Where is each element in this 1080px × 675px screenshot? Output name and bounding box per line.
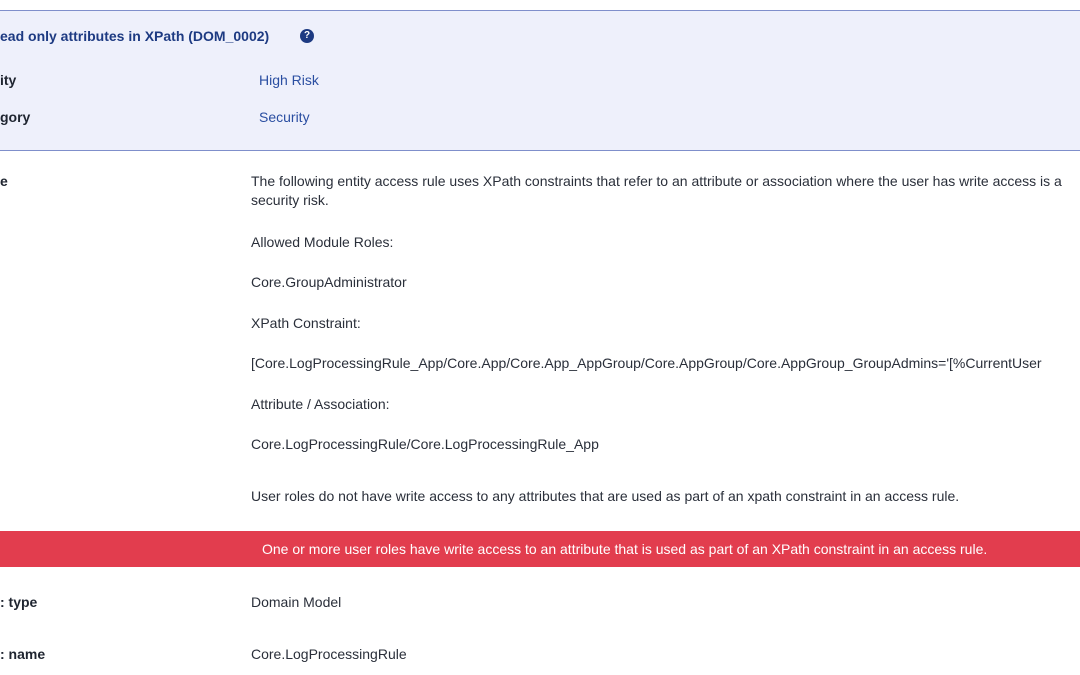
object-type-label: : type	[0, 594, 38, 610]
allowed-roles-label: Allowed Module Roles:	[251, 234, 394, 250]
object-name-label: : name	[0, 646, 46, 662]
severity-label: ity	[0, 72, 17, 88]
question-circle-icon[interactable]: ?	[300, 29, 314, 43]
failure-alert-message: One or more user roles have write access to an attribute that is used as part of an XPath constraint in an access rule.	[262, 541, 988, 557]
rule-title: ead only attributes in XPath (DOM_0002)	[0, 28, 270, 44]
attribute-label: Attribute / Association:	[251, 396, 390, 412]
rule-description: The following entity access rule uses XPath constraints that refer to an attribute or association where the user has write access is a security risk.	[251, 173, 1062, 208]
severity-value: High Risk	[259, 72, 319, 88]
failure-alert-banner	[0, 531, 1080, 567]
object-type-value: Domain Model	[251, 594, 342, 610]
xpath-value: [Core.LogProcessingRule_App/Core.App/Core.App_AppGroup/Core.AppGroup/Core.AppGroup_GroupAdmins='[%CurrentUser	[251, 355, 1042, 371]
object-name-value: Core.LogProcessingRule	[251, 646, 407, 662]
attribute-value: Core.LogProcessingRule/Core.LogProcessingRule_App	[251, 436, 599, 452]
passed-message: User roles do not have write access to any attributes that are used as part of an xpath constraint in an access rule.	[251, 488, 960, 504]
allowed-roles-value: Core.GroupAdministrator	[251, 274, 407, 290]
category-value: Security	[259, 109, 310, 125]
category-label: gory	[0, 109, 31, 125]
xpath-label: XPath Constraint:	[251, 315, 361, 331]
description-section-label: e	[0, 173, 8, 189]
